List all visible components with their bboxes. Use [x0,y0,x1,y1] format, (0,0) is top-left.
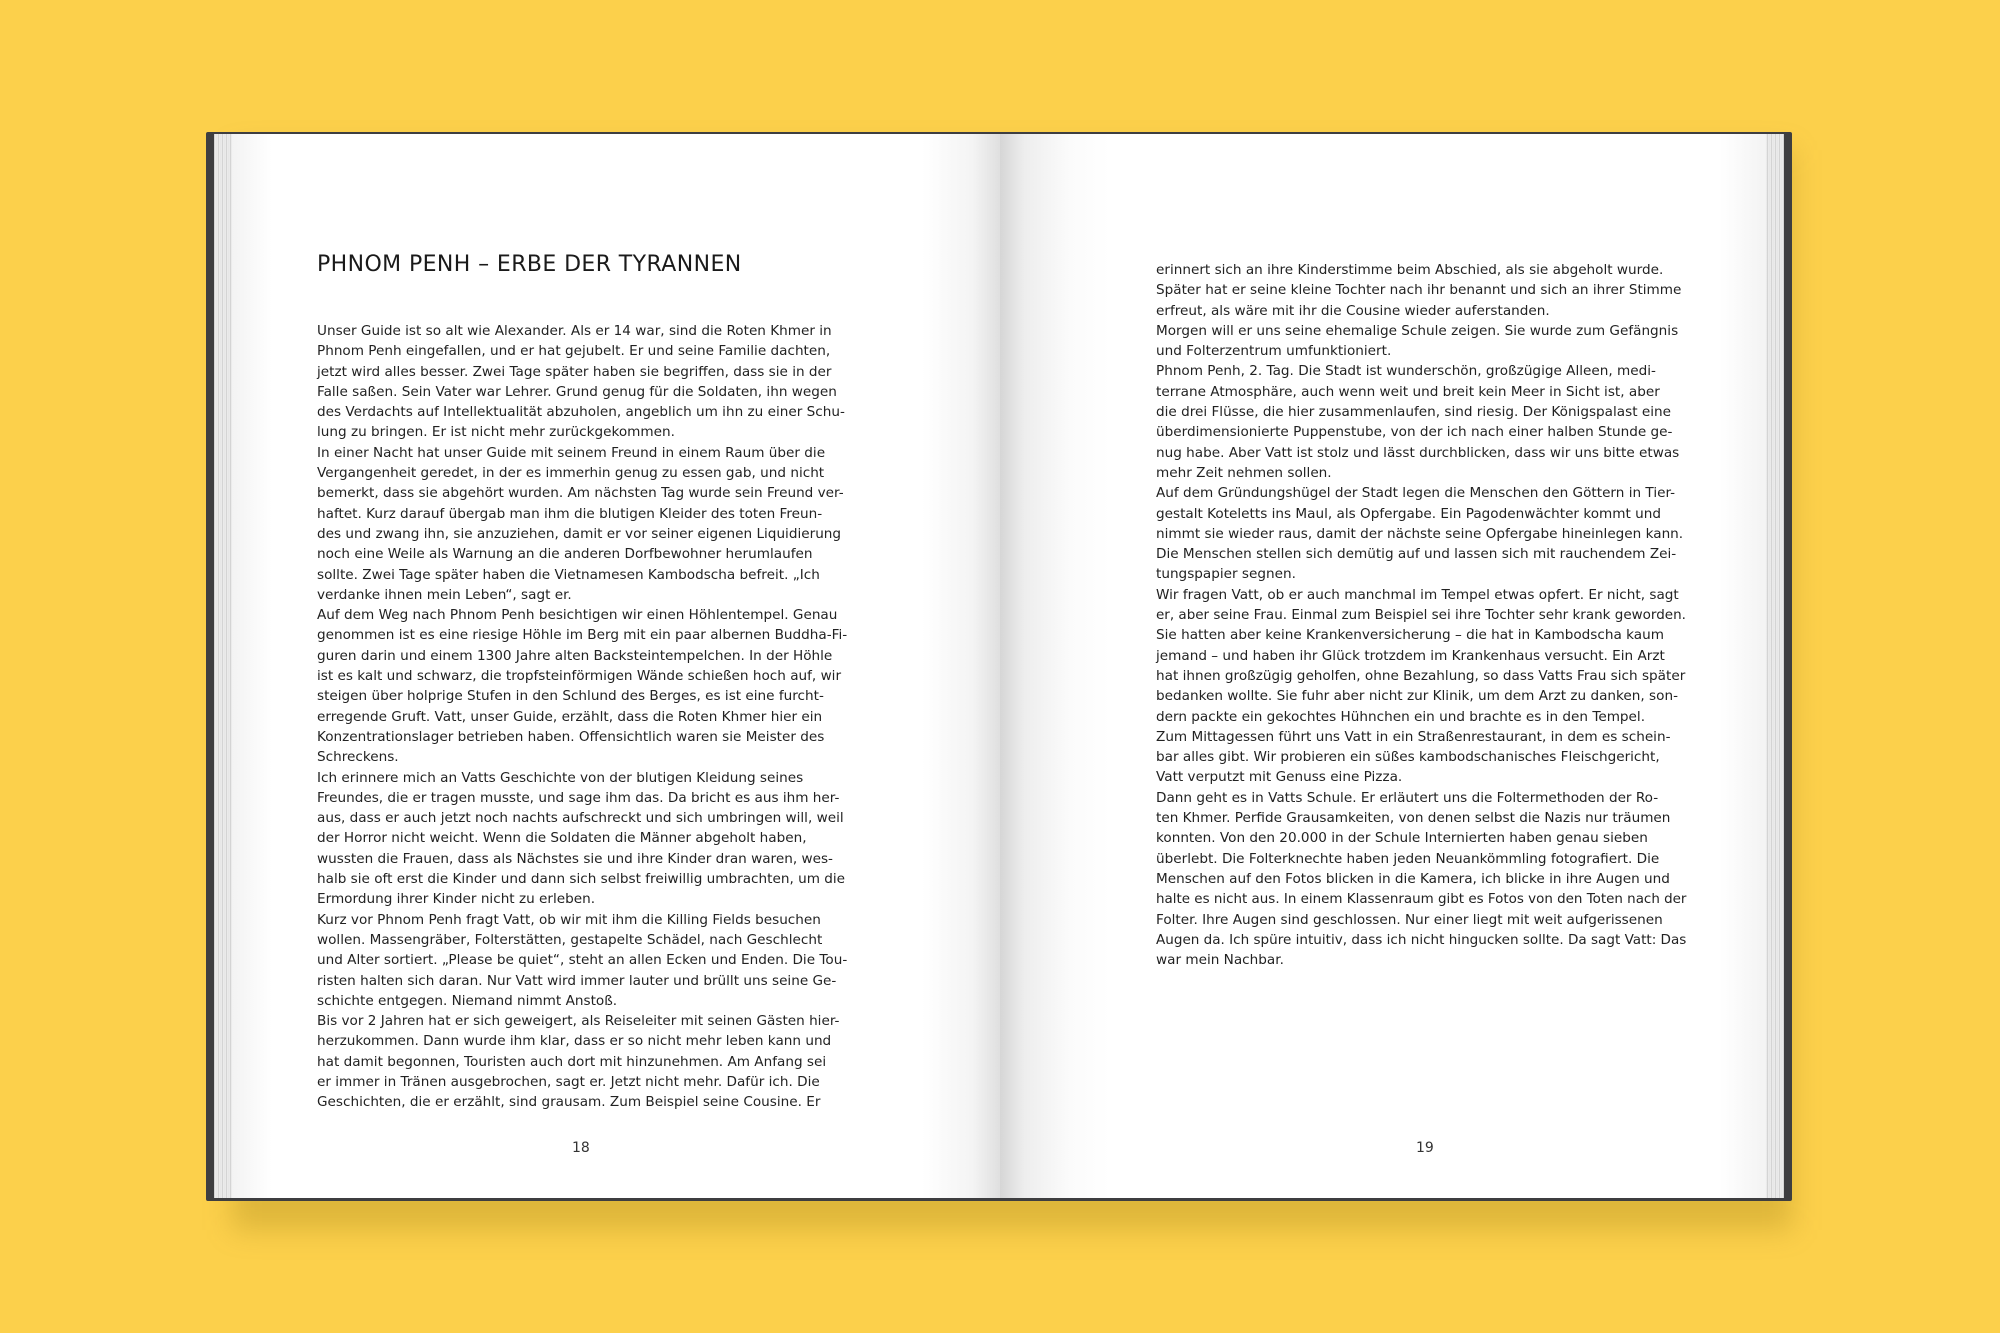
text-line: des und zwang ihn, sie anzuziehen, damit er vor seiner eigenen Liquidierung [317,525,842,542]
text-line: hat ihnen großzügig geholfen, ohne Bezahlung, so dass Vatts Frau sich später [1156,667,1686,684]
text-line: Schreckens. [317,749,399,766]
text-line: Konzentrationslager betrieben haben. Offensichtlich waren sie Meister des [317,728,825,745]
text-line: Sie hatten aber keine Krankenversicherung – die hat in Kambodscha kaum [1156,627,1664,644]
text-line: überlebt. Die Folterknechte haben jeden Neuankömmling fotografiert. Die [1156,850,1660,867]
text-line: des Verdachts auf Intellektualität abzuholen, angeblich um ihn zu einer Schu- [317,404,845,421]
text-line: die drei Flüsse, die hier zusammenlaufen, sind riesig. Der Königspalast eine [1156,404,1671,421]
text-line: bedanken wollte. Sie fuhr aber nicht zur Klinik, um dem Arzt zu danken, son- [1156,688,1678,705]
text-line: erregende Gruft. Vatt, unser Guide, erzählt, dass die Roten Khmer hier ein [317,708,823,725]
text-line: Phnom Penh eingefallen, und er hat gejubelt. Er und seine Familie dachten, [317,343,831,360]
text-line: guren darin und einem 1300 Jahre alten Backsteintempelchen. In der Höhle [317,647,833,664]
text-line: bemerkt, dass sie abgehört wurden. Am nächsten Tag wurde sein Freund ver- [317,485,844,502]
text-line: erinnert sich an ihre Kinderstimme beim Abschied, als sie abgeholt wurde. [1156,262,1664,278]
text-line: halte es nicht aus. In einem Klassenraum gibt es Fotos von den Toten nach der [1156,891,1687,908]
text-line: Auf dem Weg nach Phnom Penh besichtigen wir einen Höhlentempel. Genau [317,607,838,624]
text-line: mehr Zeit nehmen sollen. [1156,464,1332,481]
text-line: Freundes, die er tragen musste, und sage ihm das. Da bricht es aus ihm her- [317,789,840,806]
text-line: aus, dass er auch jetzt noch nachts aufschreckt und sich umbringen will, weil [317,810,844,827]
text-line: Morgen will er uns seine ehemalige Schule zeigen. Sie wurde zum Gefängnis [1156,322,1679,339]
text-line: konnten. Von den 20.000 in der Schule Internierten haben genau sieben [1156,830,1648,847]
text-line: nug habe. Aber Vatt ist stolz und lässt durchblicken, dass wir uns bitte etwas [1156,444,1680,461]
text-line: Bis vor 2 Jahren hat er sich geweigert, als Reiseleiter mit seinen Gästen hier- [317,1013,840,1030]
text-line: Die Menschen stellen sich demütig auf und lassen sich mit rauchendem Zei- [1156,546,1677,563]
text-line: Vatt verputzt mit Genuss eine Pizza. [1156,769,1403,786]
page-number-left: 18 [572,1140,590,1156]
text-line: wussten die Frauen, dass als Nächstes sie und ihre Kinder dran waren, wes- [317,850,833,867]
text-line: risten halten sich daran. Nur Vatt wird immer lauter und brüllt uns seine Ge- [317,972,837,989]
text-line: wollen. Massengräber, Folterstätten, gestapelte Schädel, nach Geschlecht [317,931,823,948]
text-line: und Folterzentrum umfunktioniert. [1156,343,1392,360]
text-line: ten Khmer. Perfide Grausamkeiten, von denen selbst die Nazis nur träumen [1156,810,1671,827]
text-line: Folter. Ihre Augen sind geschlossen. Nur einer liegt mit weit aufgerissenen [1156,911,1663,928]
text-line: Dann geht es in Vatts Schule. Er erläutert uns die Foltermethoden der Ro- [1156,789,1659,806]
text-line: herzukommen. Dann wurde ihm klar, dass er so nicht mehr leben kann und [317,1033,832,1050]
text-line: terrane Atmosphäre, auch wenn weit und breit kein Meer in Sicht ist, aber [1156,383,1660,400]
right-page-text [1156,260,1686,970]
text-line: bar alles gibt. Wir probieren ein süßes kambodschanisches Fleischgericht, [1156,749,1660,766]
text-line: er immer in Tränen ausgebrochen, sagt er. Jetzt nicht mehr. Dafür ich. Die [317,1073,820,1090]
page-number-right: 19 [1416,1140,1434,1156]
page-edges-right [1764,134,1784,1198]
text-line: erfreut, als wäre mit ihr die Cousine wieder auferstanden. [1156,302,1550,319]
text-line: Später hat er seine kleine Tochter nach ihr benannt und sich an ihrer Stimme [1156,282,1682,299]
text-line: Augen da. Ich spüre intuitiv, dass ich nicht hingucken sollte. Da sagt Vatt: Das [1156,931,1687,948]
text-line: Ermordung ihrer Kinder nicht zu erleben. [317,891,596,908]
text-line: sollte. Zwei Tage später haben die Vietnamesen Kambodscha befreit. „Ich [317,566,820,583]
text-line: schichte entgegen. Niemand nimmt Anstoß. [317,992,618,1009]
text-line: war mein Nachbar. [1156,952,1284,969]
text-line: Falle saßen. Sein Vater war Lehrer. Grund genug für die Soldaten, ihn wegen [317,383,837,400]
text-line: er, aber seine Frau. Einmal zum Beispiel sei ihre Tochter sehr krank geworden. [1156,607,1686,624]
text-line: Zum Mittagessen führt uns Vatt in ein Straßenrestaurant, in dem es schein- [1156,728,1671,745]
text-line: noch eine Weile als Warnung an die anderen Dorfbewohner herumlaufen [317,546,813,563]
text-line: haftet. Kurz darauf übergab man ihm die blutigen Kleider des toten Freun- [317,505,823,522]
page-edges-left [214,134,234,1198]
text-line: genommen ist es eine riesige Höhle im Berg mit ein paar albernen Buddha-Fi- [317,627,848,644]
text-line: Geschichten, die er erzählt, sind grausam. Zum Beispiel seine Cousine. Er [317,1094,821,1111]
text-line: gestalt Koteletts ins Maul, als Opfergabe. Ein Pagodenwächter kommt und [1156,505,1662,522]
text-line: der Horror nicht weicht. Wenn die Soldaten die Männer abgeholt haben, [317,830,807,847]
text-line: ist es kalt und schwarz, die tropfsteinförmigen Wände schießen hoch auf, wir [317,668,842,685]
text-line: überdimensionierte Puppenstube, von der ich nach einer halben Stunde ge- [1156,424,1673,441]
text-line: lung zu bringen. Er ist nicht mehr zurückgekommen. [317,424,675,441]
text-line: verdanke ihnen mein Leben“, sagt er. [317,586,572,603]
chapter-title: PHNOM PENH – ERBE DER TYRANNEN [317,252,742,277]
text-line: jemand – und haben ihr Glück trotzdem im Krankenhaus versucht. Ein Arzt [1156,647,1665,664]
text-line: Phnom Penh, 2. Tag. Die Stadt ist wunderschön, großzügige Alleen, medi- [1156,363,1656,380]
text-line: Wir fragen Vatt, ob er auch manchmal im Tempel etwas opfert. Er nicht, sagt [1156,586,1679,603]
text-line: Auf dem Gründungshügel der Stadt legen die Menschen den Göttern in Tier- [1156,485,1676,502]
text-line: Menschen auf den Fotos blicken in die Kamera, ich blicke in ihre Augen und [1156,870,1670,887]
text-line: In einer Nacht hat unser Guide mit seinem Freund in einem Raum über die [317,444,826,461]
text-line: und Alter sortiert. „Please be quiet“, steht an allen Ecken und Enden. Die Tou- [317,952,848,969]
text-line: steigen über holprige Stufen in den Schlund des Berges, es ist eine furcht- [317,688,824,705]
left-page-text [317,321,847,1113]
text-line: Vergangenheit geredet, in der es immerhin genug zu essen gab, und nicht [317,465,825,482]
text-line: jetzt wird alles besser. Zwei Tage später haben sie begriffen, dass sie in der [317,363,832,380]
text-line: dern packte ein gekochtes Hühnchen ein und brachte es in den Tempel. [1156,708,1646,725]
text-line: tungspapier segnen. [1156,566,1296,583]
text-line: nimmt sie wieder raus, damit der nächste seine Opfergabe hineinlegen kann. [1156,525,1684,542]
text-line: hat damit begonnen, Touristen auch dort mit hinzunehmen. Am Anfang sei [317,1053,827,1070]
text-line: Kurz vor Phnom Penh fragt Vatt, ob wir mit ihm die Killing Fields besuchen [317,911,821,928]
text-line: Ich erinnere mich an Vatts Geschichte von der blutigen Kleidung seines [317,769,804,786]
text-line: halb sie oft erst die Kinder und dann sich selbst freiwillig umbrachten, um die [317,871,846,888]
text-line: Unser Guide ist so alt wie Alexander. Als er 14 war, sind die Roten Khmer in [317,323,832,339]
